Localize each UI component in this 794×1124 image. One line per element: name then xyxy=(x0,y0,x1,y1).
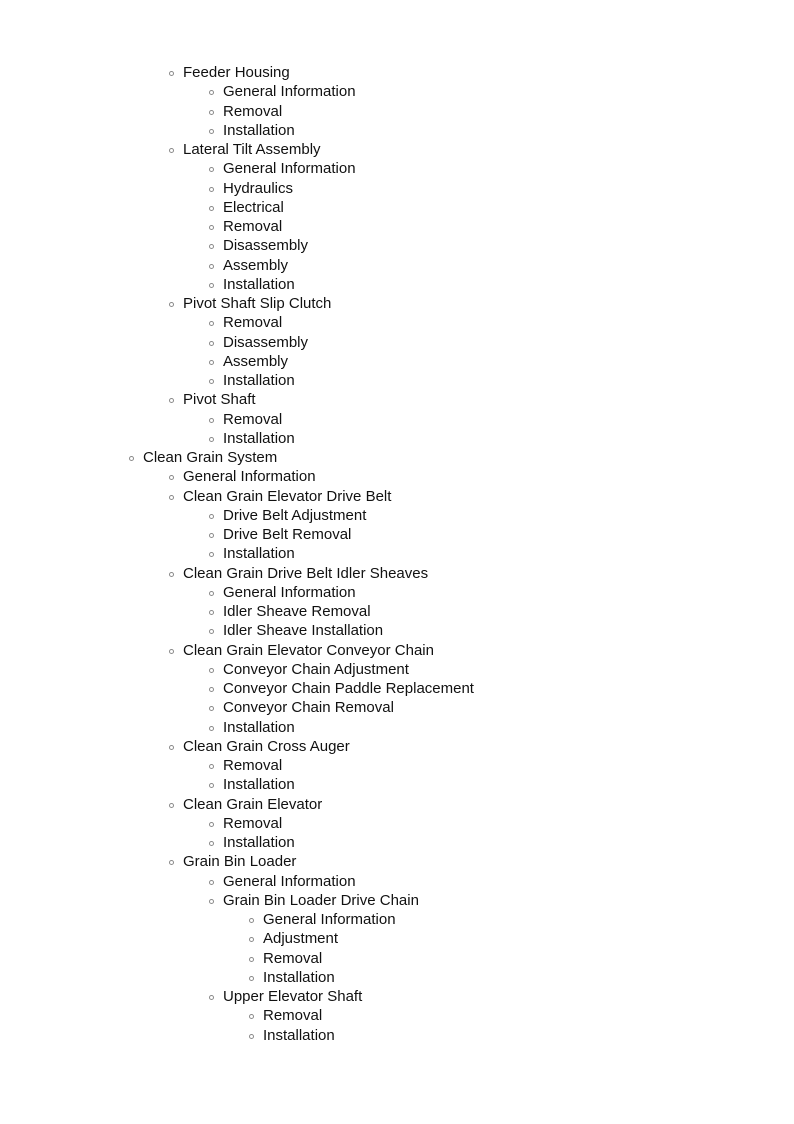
outline-item-level-1 xyxy=(0,852,794,871)
outline-item-level-2 xyxy=(0,236,794,255)
bullet-icon xyxy=(169,564,175,583)
outline-item-label: Installation xyxy=(223,718,295,736)
bullet-icon xyxy=(209,371,215,390)
bullet-icon xyxy=(209,275,215,294)
outline-item-level-3 xyxy=(0,910,794,929)
document-outline xyxy=(0,63,794,1045)
outline-item-label: Installation xyxy=(223,429,295,447)
bullet-icon xyxy=(169,63,175,82)
outline-item-level-2 xyxy=(0,256,794,275)
outline-item-level-2 xyxy=(0,814,794,833)
outline-item-label: Grain Bin Loader xyxy=(183,853,297,871)
bullet-icon xyxy=(169,795,175,814)
bullet-icon xyxy=(209,217,215,236)
bullet-icon xyxy=(209,833,215,852)
bullet-icon xyxy=(209,544,215,563)
bullet-icon xyxy=(209,429,215,448)
outline-item-level-2 xyxy=(0,891,794,910)
bullet-icon xyxy=(209,679,215,698)
bullet-icon xyxy=(209,121,215,140)
outline-item-label: Removal xyxy=(263,949,323,967)
outline-item-label: Installation xyxy=(263,1026,335,1044)
outline-item-label: Installation xyxy=(223,545,295,563)
outline-item-label: Assembly xyxy=(223,256,289,274)
outline-item-label: General Information xyxy=(263,911,396,928)
outline-item-level-2 xyxy=(0,718,794,737)
outline-item-level-2 xyxy=(0,82,794,101)
outline-item-level-2 xyxy=(0,371,794,390)
outline-item-level-2 xyxy=(0,313,794,332)
outline-item-label: Clean Grain Cross Auger xyxy=(183,737,350,755)
outline-item-label: General Information xyxy=(183,468,316,486)
bullet-icon xyxy=(209,756,215,775)
outline-item-level-2 xyxy=(0,121,794,140)
bullet-icon xyxy=(209,621,215,640)
bullet-icon xyxy=(209,352,215,371)
outline-item-level-2 xyxy=(0,198,794,217)
bullet-icon xyxy=(209,718,215,737)
outline-item-label: Electrical xyxy=(223,198,284,216)
outline-item-label: Clean Grain Elevator Conveyor Chain xyxy=(183,641,434,659)
outline-item-level-2 xyxy=(0,217,794,236)
outline-item-level-2 xyxy=(0,775,794,794)
outline-item-label: General Information xyxy=(223,160,356,178)
outline-item-level-1 xyxy=(0,63,794,82)
outline-item-level-2 xyxy=(0,159,794,178)
outline-item-label: Removal xyxy=(223,757,283,774)
outline-item-label: Disassembly xyxy=(223,333,309,351)
bullet-icon xyxy=(169,852,175,871)
outline-item-label: Feeder Housing xyxy=(183,64,290,81)
outline-item-label: Removal xyxy=(223,410,283,428)
outline-item-level-2 xyxy=(0,756,794,775)
bullet-icon xyxy=(209,256,215,275)
bullet-icon xyxy=(209,313,215,332)
outline-item-label: Removal xyxy=(223,314,283,332)
outline-item-label: General Information xyxy=(223,872,356,890)
bullet-icon xyxy=(209,236,215,255)
outline-item-label: Removal xyxy=(223,102,283,120)
outline-item-label: General Information xyxy=(223,83,356,101)
outline-item-label: Removal xyxy=(223,814,283,832)
bullet-icon xyxy=(209,891,215,910)
outline-item-level-1 xyxy=(0,390,794,409)
outline-item-level-3 xyxy=(0,1026,794,1045)
outline-item-label: Installation xyxy=(223,121,295,139)
outline-item-level-3 xyxy=(0,929,794,948)
outline-item-level-2 xyxy=(0,352,794,371)
bullet-icon xyxy=(209,583,215,602)
outline-item-level-2 xyxy=(0,660,794,679)
outline-item-level-3 xyxy=(0,968,794,987)
bullet-icon xyxy=(169,140,175,159)
outline-item-level-1 xyxy=(0,487,794,506)
outline-item-label: Removal xyxy=(263,1007,323,1025)
bullet-icon xyxy=(209,872,215,891)
bullet-icon xyxy=(209,198,215,217)
bullet-icon xyxy=(249,1026,255,1045)
outline-item-level-1 xyxy=(0,564,794,583)
bullet-icon xyxy=(209,987,215,1006)
outline-item-level-2 xyxy=(0,679,794,698)
outline-item-level-2 xyxy=(0,506,794,525)
bullet-icon xyxy=(169,390,175,409)
outline-item-level-1 xyxy=(0,737,794,756)
outline-item-level-1 xyxy=(0,294,794,313)
outline-item-label: Idler Sheave Installation xyxy=(223,622,384,640)
outline-item-label: Assembly xyxy=(223,352,289,370)
outline-item-label: Installation xyxy=(263,968,335,986)
outline-item-level-2 xyxy=(0,410,794,429)
outline-item-level-2 xyxy=(0,698,794,717)
outline-item-label: Upper Elevator Shaft xyxy=(223,988,363,1005)
bullet-icon xyxy=(209,102,215,121)
bullet-icon xyxy=(249,929,255,948)
outline-item-label: Clean Grain Drive Belt Idler Sheaves xyxy=(183,564,429,582)
bullet-icon xyxy=(209,410,215,429)
bullet-icon xyxy=(209,333,215,352)
outline-item-label: Conveyor Chain Adjustment xyxy=(223,660,409,678)
bullet-icon xyxy=(209,506,215,525)
outline-item-label: Lateral Tilt Assembly xyxy=(183,141,321,158)
bullet-icon xyxy=(129,448,135,467)
bullet-icon xyxy=(169,737,175,756)
outline-item-label: Clean Grain System xyxy=(143,449,278,466)
outline-item-label: Conveyor Chain Paddle Replacement xyxy=(223,680,474,697)
outline-item-level-2 xyxy=(0,833,794,852)
outline-item-level-2 xyxy=(0,583,794,602)
outline-item-label: Removal xyxy=(223,218,283,235)
bullet-icon xyxy=(209,82,215,101)
outline-item-label: Clean Grain Elevator xyxy=(183,795,323,813)
outline-item-label: Pivot Shaft xyxy=(183,391,256,409)
outline-item-label: Installation xyxy=(223,776,295,794)
bullet-icon xyxy=(209,660,215,679)
bullet-icon xyxy=(249,910,255,929)
bullet-icon xyxy=(249,949,255,968)
bullet-icon xyxy=(209,179,215,198)
outline-item-level-2 xyxy=(0,987,794,1006)
outline-item-level-2 xyxy=(0,872,794,891)
outline-item-label: Installation xyxy=(223,275,295,293)
outline-item-label: Installation xyxy=(223,372,295,389)
outline-item-level-3 xyxy=(0,1006,794,1025)
outline-item-level-2 xyxy=(0,275,794,294)
bullet-icon xyxy=(169,487,175,506)
outline-item-level-2 xyxy=(0,544,794,563)
outline-item-label: Drive Belt Removal xyxy=(223,526,352,543)
outline-item-level-2 xyxy=(0,102,794,121)
outline-item-level-2 xyxy=(0,429,794,448)
outline-item-level-3 xyxy=(0,949,794,968)
outline-item-label: Adjustment xyxy=(263,930,339,948)
bullet-icon xyxy=(209,525,215,544)
bullet-icon xyxy=(209,814,215,833)
outline-item-level-1 xyxy=(0,641,794,660)
outline-item-label: Clean Grain Elevator Drive Belt xyxy=(183,487,392,505)
bullet-icon xyxy=(209,775,215,794)
outline-item-label: General Information xyxy=(223,583,356,601)
outline-item-level-1 xyxy=(0,795,794,814)
outline-item-label: Drive Belt Adjustment xyxy=(223,506,367,524)
outline-item-label: Conveyor Chain Removal xyxy=(223,699,394,717)
outline-item-label: Installation xyxy=(223,834,295,851)
outline-item-level-2 xyxy=(0,333,794,352)
bullet-icon xyxy=(209,698,215,717)
outline-item-level-0 xyxy=(0,448,794,467)
bullet-icon xyxy=(169,294,175,313)
outline-item-label: Hydraulics xyxy=(223,179,294,197)
bullet-icon xyxy=(169,467,175,486)
bullet-icon xyxy=(249,968,255,987)
outline-item-level-2 xyxy=(0,621,794,640)
outline-item-level-2 xyxy=(0,602,794,621)
outline-item-label: Disassembly xyxy=(223,237,309,255)
bullet-icon xyxy=(209,159,215,178)
bullet-icon xyxy=(169,641,175,660)
outline-item-level-2 xyxy=(0,525,794,544)
outline-item-level-1 xyxy=(0,467,794,486)
outline-item-label: Idler Sheave Removal xyxy=(223,603,371,620)
bullet-icon xyxy=(249,1006,255,1025)
outline-item-level-1 xyxy=(0,140,794,159)
outline-item-level-2 xyxy=(0,179,794,198)
outline-item-label: Pivot Shaft Slip Clutch xyxy=(183,295,332,312)
bullet-icon xyxy=(209,602,215,621)
outline-item-label: Grain Bin Loader Drive Chain xyxy=(223,891,419,909)
